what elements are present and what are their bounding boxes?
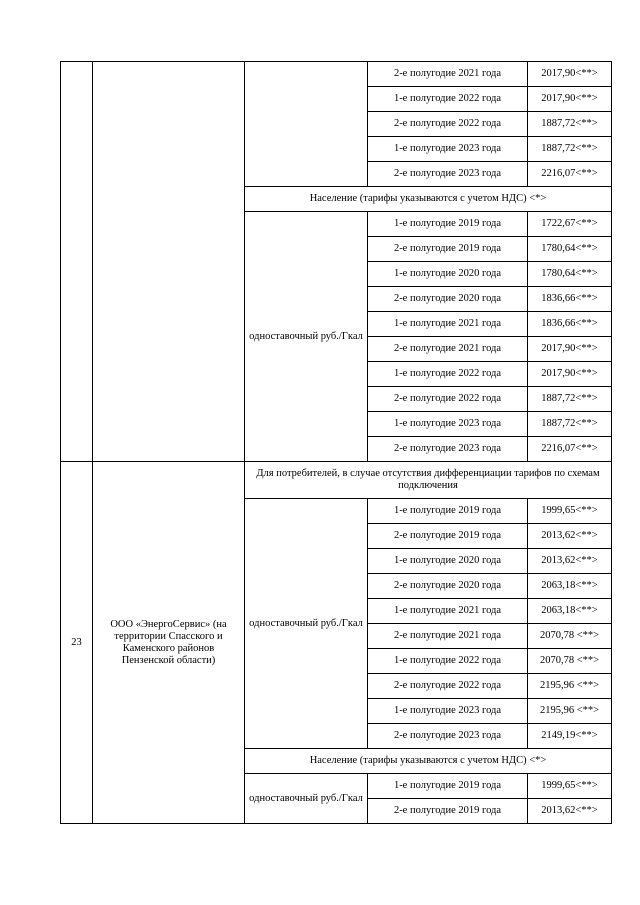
price-cell: 1887,72<**> bbox=[528, 137, 612, 162]
organization-cell: ООО «ЭнергоСервис» (на территории Спасского и Каменского районов Пензенской области) bbox=[93, 462, 245, 824]
rate-type-cell: одноставочный руб./Гкал bbox=[245, 212, 368, 462]
period-cell: 2-е полугодие 2023 года bbox=[368, 437, 528, 462]
table-row bbox=[61, 462, 612, 499]
price-cell: 2013,62<**> bbox=[528, 549, 612, 574]
period-cell: 2-е полугодие 2023 года bbox=[368, 724, 528, 749]
period-cell: 2-е полугодие 2023 года bbox=[368, 162, 528, 187]
table-row bbox=[61, 62, 612, 87]
price-cell: 2017,90<**> bbox=[528, 362, 612, 387]
price-cell: 1780,64<**> bbox=[528, 262, 612, 287]
period-cell: 1-е полугодие 2022 года bbox=[368, 87, 528, 112]
period-cell: 1-е полугодие 2019 года bbox=[368, 774, 528, 799]
entry-number-cell: 23 bbox=[61, 462, 93, 824]
period-cell: 1-е полугодие 2020 года bbox=[368, 262, 528, 287]
period-cell: 2-е полугодие 2021 года bbox=[368, 62, 528, 87]
population-header-cell: Население (тарифы указываются с учетом НДС) <*> bbox=[245, 749, 612, 774]
period-cell: 2-е полугодие 2020 года bbox=[368, 574, 528, 599]
consumers-header-cell: Для потребителей, в случае отсутствия дифференциации тарифов по схемам подключения bbox=[245, 462, 612, 499]
period-cell: 1-е полугодие 2022 года bbox=[368, 649, 528, 674]
period-cell: 2-е полугодие 2022 года bbox=[368, 112, 528, 137]
period-cell: 1-е полугодие 2020 года bbox=[368, 549, 528, 574]
price-cell: 1887,72<**> bbox=[528, 387, 612, 412]
price-cell: 1722,67<**> bbox=[528, 212, 612, 237]
period-cell: 2-е полугодие 2019 года bbox=[368, 524, 528, 549]
price-cell: 2070,78 <**> bbox=[528, 649, 612, 674]
price-cell: 2070,78 <**> bbox=[528, 624, 612, 649]
period-cell: 1-е полугодие 2023 года bbox=[368, 137, 528, 162]
price-cell: 2013,62<**> bbox=[528, 799, 612, 824]
price-cell: 2017,90<**> bbox=[528, 87, 612, 112]
entry-number-cell bbox=[61, 62, 93, 462]
price-cell: 1836,66<**> bbox=[528, 287, 612, 312]
price-cell: 1999,65<**> bbox=[528, 499, 612, 524]
period-cell: 1-е полугодие 2021 года bbox=[368, 599, 528, 624]
rate-type-cell bbox=[245, 62, 368, 187]
tariff-table bbox=[60, 61, 612, 824]
organization-cell bbox=[93, 62, 245, 462]
price-cell: 1836,66<**> bbox=[528, 312, 612, 337]
period-cell: 2-е полугодие 2022 года bbox=[368, 674, 528, 699]
price-cell: 1999,65<**> bbox=[528, 774, 612, 799]
price-cell: 1887,72<**> bbox=[528, 412, 612, 437]
period-cell: 1-е полугодие 2022 года bbox=[368, 362, 528, 387]
price-cell: 2149,19<**> bbox=[528, 724, 612, 749]
period-cell: 1-е полугодие 2021 года bbox=[368, 312, 528, 337]
period-cell: 1-е полугодие 2023 года bbox=[368, 412, 528, 437]
rate-type-cell: одноставочный руб./Гкал bbox=[245, 774, 368, 824]
period-cell: 2-е полугодие 2022 года bbox=[368, 387, 528, 412]
price-cell: 1780,64<**> bbox=[528, 237, 612, 262]
rate-type-cell: одноставочный руб./Гкал bbox=[245, 499, 368, 749]
price-cell: 2017,90<**> bbox=[528, 62, 612, 87]
price-cell: 2063,18<**> bbox=[528, 599, 612, 624]
period-cell: 1-е полугодие 2019 года bbox=[368, 212, 528, 237]
price-cell: 2017,90<**> bbox=[528, 337, 612, 362]
price-cell: 2013,62<**> bbox=[528, 524, 612, 549]
price-cell: 1887,72<**> bbox=[528, 112, 612, 137]
period-cell: 2-е полугодие 2021 года bbox=[368, 624, 528, 649]
period-cell: 2-е полугодие 2021 года bbox=[368, 337, 528, 362]
period-cell: 2-е полугодие 2020 года bbox=[368, 287, 528, 312]
price-cell: 2195,96 <**> bbox=[528, 674, 612, 699]
period-cell: 1-е полугодие 2023 года bbox=[368, 699, 528, 724]
price-cell: 2216,07<**> bbox=[528, 162, 612, 187]
price-cell: 2216,07<**> bbox=[528, 437, 612, 462]
period-cell: 2-е полугодие 2019 года bbox=[368, 237, 528, 262]
price-cell: 2195,96 <**> bbox=[528, 699, 612, 724]
period-cell: 2-е полугодие 2019 года bbox=[368, 799, 528, 824]
price-cell: 2063,18<**> bbox=[528, 574, 612, 599]
period-cell: 1-е полугодие 2019 года bbox=[368, 499, 528, 524]
population-header-cell: Население (тарифы указываются с учетом НДС) <*> bbox=[245, 187, 612, 212]
